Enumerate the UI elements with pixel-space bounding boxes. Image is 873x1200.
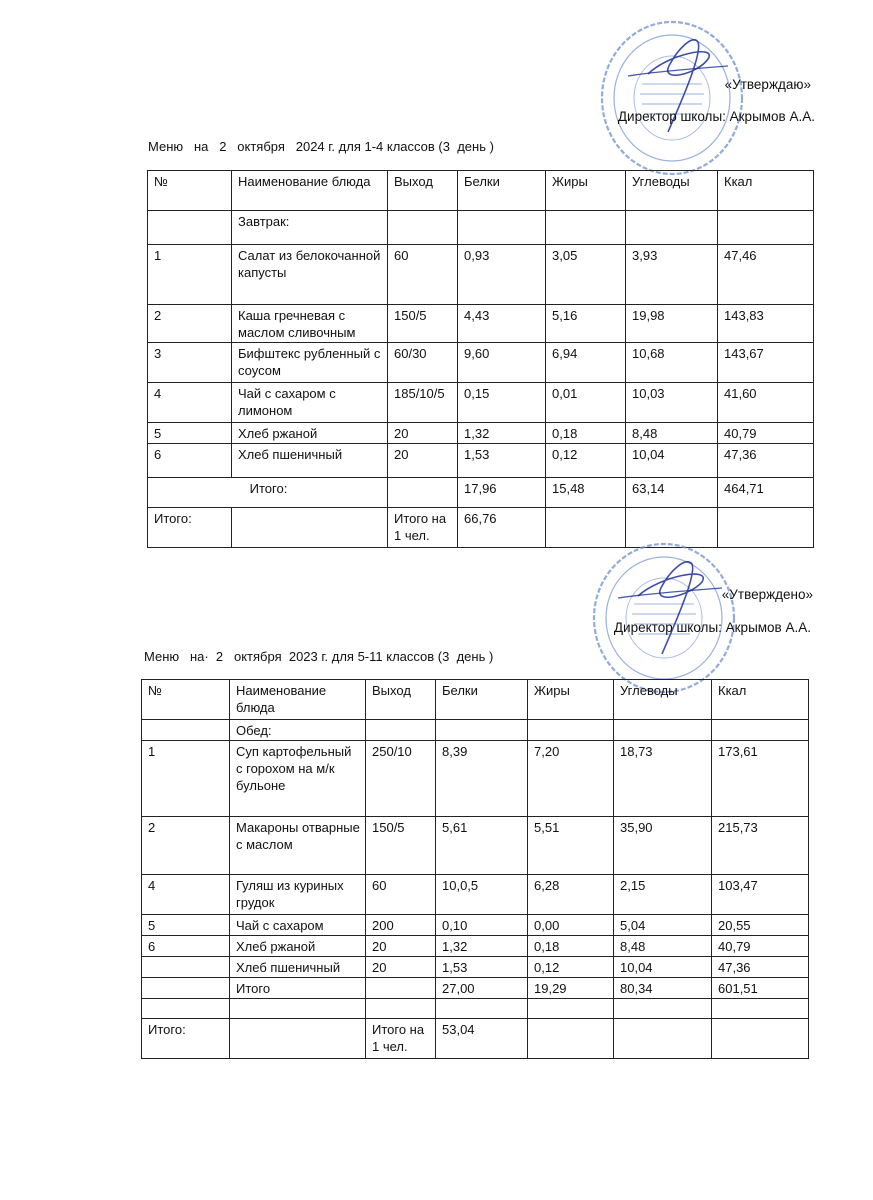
table-row: [142, 936, 809, 957]
dish-proteins: 1,53: [458, 444, 546, 478]
header-kcal: Ккал: [718, 171, 814, 211]
dish-proteins: 10,0,5: [436, 875, 528, 915]
dish-output: 20: [388, 444, 458, 478]
dish-kcal: 47,36: [712, 957, 809, 978]
per-person-value: 66,76: [458, 508, 546, 548]
dish-output: 60: [388, 245, 458, 305]
dish-carbs: 10,04: [614, 957, 712, 978]
total-kcal: 464,71: [718, 478, 814, 508]
dish-output: 185/10/5: [388, 383, 458, 423]
table-header-row: [148, 171, 814, 211]
row-number: 2: [148, 305, 232, 343]
dish-name: Хлеб пшеничный: [232, 444, 388, 478]
dish-kcal: 40,79: [718, 423, 814, 444]
total-label: Итого: [230, 978, 366, 999]
dish-name: Каша гречневая с маслом сливочным: [232, 305, 388, 343]
section-label: Завтрак:: [232, 211, 388, 245]
header-kcal: Ккал: [712, 680, 809, 720]
header-dish-name: Наименование блюда: [232, 171, 388, 211]
row-number: [142, 957, 230, 978]
total-proteins: 17,96: [458, 478, 546, 508]
section-row: [148, 211, 814, 245]
header-dish-name: Наименование блюда: [230, 680, 366, 720]
dish-fats: 0,12: [546, 444, 626, 478]
row-number: 6: [142, 936, 230, 957]
per-person-text: Итого на 1 чел.: [366, 1019, 436, 1059]
header-output: Выход: [366, 680, 436, 720]
row-number: 1: [142, 741, 230, 817]
row-number: 3: [148, 343, 232, 383]
dish-fats: 0,18: [546, 423, 626, 444]
dish-kcal: 47,36: [718, 444, 814, 478]
table-row: [148, 383, 814, 423]
per-person-row: [142, 1019, 809, 1059]
dish-name: Гуляш из куриных грудок: [230, 875, 366, 915]
dish-name: Макароны отварные с маслом: [230, 817, 366, 875]
table-row: [148, 245, 814, 305]
approval-label-2: «Утверждено»: [721, 587, 813, 602]
header-proteins: Белки: [458, 171, 546, 211]
dish-proteins: 5,61: [436, 817, 528, 875]
section-label: Обед:: [230, 720, 366, 741]
dish-proteins: 8,39: [436, 741, 528, 817]
table-row: [142, 741, 809, 817]
header-carbs: Углеводы: [626, 171, 718, 211]
per-person-value: 53,04: [436, 1019, 528, 1059]
menu-table-1: [147, 170, 814, 548]
menu-title-1: Меню на 2 октября 2024 г. для 1-4 классов (3 день ): [148, 139, 494, 154]
dish-name: Бифштекс рубленный с соусом: [232, 343, 388, 383]
dish-output: 250/10: [366, 741, 436, 817]
dish-proteins: 1,32: [436, 936, 528, 957]
total-carbs: 80,34: [614, 978, 712, 999]
header-number: №: [148, 171, 232, 211]
dish-name: Хлеб ржаной: [232, 423, 388, 444]
table-row: [142, 875, 809, 915]
dish-name: Чай с сахаром: [230, 915, 366, 936]
school-stamp-2: [590, 538, 740, 698]
dish-fats: 5,51: [528, 817, 614, 875]
table-row: [148, 305, 814, 343]
dish-carbs: 8,48: [614, 936, 712, 957]
dish-fats: 7,20: [528, 741, 614, 817]
dish-kcal: 41,60: [718, 383, 814, 423]
empty-row: [142, 999, 809, 1019]
school-stamp-1: [598, 14, 748, 179]
dish-proteins: 0,10: [436, 915, 528, 936]
dish-kcal: 103,47: [712, 875, 809, 915]
dish-carbs: 2,15: [614, 875, 712, 915]
total-label: Итого:: [148, 478, 388, 508]
header-carbs: Углеводы: [614, 680, 712, 720]
header-proteins: Белки: [436, 680, 528, 720]
dish-kcal: 143,83: [718, 305, 814, 343]
dish-name: Хлеб пшеничный: [230, 957, 366, 978]
total-fats: 19,29: [528, 978, 614, 999]
table-row: [142, 915, 809, 936]
dish-kcal: 47,46: [718, 245, 814, 305]
section-row: [142, 720, 809, 741]
table-header-row: [142, 680, 809, 720]
per-person-text: Итого на 1 чел.: [388, 508, 458, 548]
dish-fats: 0,12: [528, 957, 614, 978]
dish-carbs: 10,04: [626, 444, 718, 478]
dish-output: 150/5: [366, 817, 436, 875]
dish-fats: 5,16: [546, 305, 626, 343]
total-fats: 15,48: [546, 478, 626, 508]
total-row: [148, 478, 814, 508]
dish-proteins: 9,60: [458, 343, 546, 383]
dish-kcal: 143,67: [718, 343, 814, 383]
dish-fats: 6,94: [546, 343, 626, 383]
dish-output: 200: [366, 915, 436, 936]
dish-output: 150/5: [388, 305, 458, 343]
header-output: Выход: [388, 171, 458, 211]
dish-fats: 0,18: [528, 936, 614, 957]
menu-title-2: Меню на· 2 октября 2023 г. для 5-11 классов (3 день ): [144, 649, 494, 664]
total-proteins: 27,00: [436, 978, 528, 999]
total-row: [142, 978, 809, 999]
dish-fats: 0,00: [528, 915, 614, 936]
table-row: [148, 423, 814, 444]
row-number: 2: [142, 817, 230, 875]
director-line-2: Директор школы: Акрымов А.А.: [613, 620, 811, 635]
dish-kcal: 20,55: [712, 915, 809, 936]
row-number: 6: [148, 444, 232, 478]
per-person-label: Итого:: [142, 1019, 230, 1059]
dish-fats: 6,28: [528, 875, 614, 915]
dish-carbs: 10,68: [626, 343, 718, 383]
table-row: [148, 343, 814, 383]
dish-kcal: 40,79: [712, 936, 809, 957]
menu-table-2: [141, 679, 809, 1059]
header-fats: Жиры: [546, 171, 626, 211]
dish-fats: 3,05: [546, 245, 626, 305]
dish-output: 60: [366, 875, 436, 915]
dish-proteins: 0,15: [458, 383, 546, 423]
row-number: 4: [142, 875, 230, 915]
dish-carbs: 8,48: [626, 423, 718, 444]
dish-output: 20: [366, 957, 436, 978]
dish-kcal: 173,61: [712, 741, 809, 817]
dish-proteins: 4,43: [458, 305, 546, 343]
dish-carbs: 19,98: [626, 305, 718, 343]
dish-proteins: 0,93: [458, 245, 546, 305]
dish-proteins: 1,32: [458, 423, 546, 444]
per-person-label: Итого:: [148, 508, 232, 548]
dish-carbs: 35,90: [614, 817, 712, 875]
dish-carbs: 3,93: [626, 245, 718, 305]
total-kcal: 601,51: [712, 978, 809, 999]
table-row: [148, 444, 814, 478]
dish-carbs: 18,73: [614, 741, 712, 817]
dish-carbs: 5,04: [614, 915, 712, 936]
dish-output: 60/30: [388, 343, 458, 383]
dish-output: 20: [366, 936, 436, 957]
dish-output: 20: [388, 423, 458, 444]
dish-name: Салат из белокочанной капусты: [232, 245, 388, 305]
total-carbs: 63,14: [626, 478, 718, 508]
dish-name: Чай с сахаром с лимоном: [232, 383, 388, 423]
dish-proteins: 1,53: [436, 957, 528, 978]
table-row: [142, 817, 809, 875]
dish-name: Суп картофельный с горохом на м/к бульоне: [230, 741, 366, 817]
approval-label-1: «Утверждаю»: [724, 77, 811, 92]
dish-kcal: 215,73: [712, 817, 809, 875]
row-number: 5: [148, 423, 232, 444]
row-number: 5: [142, 915, 230, 936]
table-row: [142, 957, 809, 978]
director-line-1: Директор школы: Акрымов А.А.: [617, 109, 815, 124]
row-number: 1: [148, 245, 232, 305]
header-number: №: [142, 680, 230, 720]
row-number: 4: [148, 383, 232, 423]
header-fats: Жиры: [528, 680, 614, 720]
dish-carbs: 10,03: [626, 383, 718, 423]
dish-name: Хлеб ржаной: [230, 936, 366, 957]
dish-fats: 0,01: [546, 383, 626, 423]
